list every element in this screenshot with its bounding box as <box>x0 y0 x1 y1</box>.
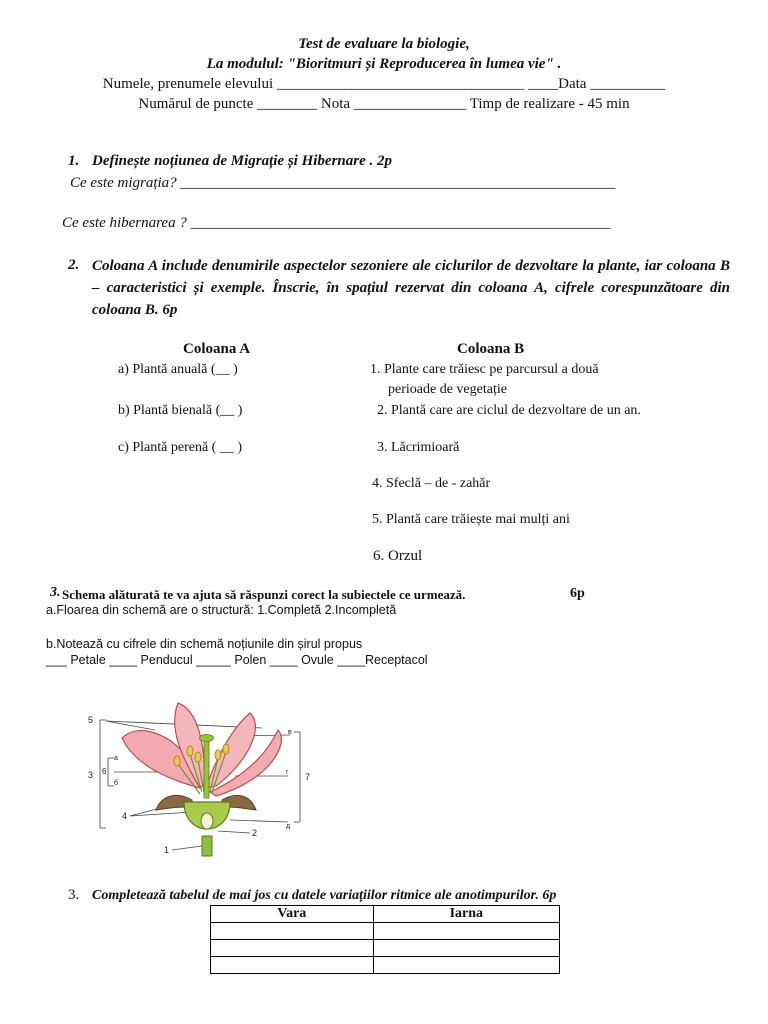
test-title: Test de evaluare la biologie, <box>298 36 470 52</box>
label-7: 7 <box>305 772 311 782</box>
pistil-style <box>204 740 209 798</box>
q4-number: 3. <box>68 887 80 903</box>
q2-number: 2. <box>68 257 80 273</box>
col-b-item: 6. Orzul <box>373 548 423 564</box>
q3-part-b: b.Notează cu cifrele din schemă noțiunile din șirul propus <box>46 637 363 651</box>
q3-points: 6p <box>570 586 585 601</box>
q1-number: 1. <box>68 153 80 169</box>
label-d: д <box>286 823 291 830</box>
label-6: 6 <box>102 767 107 776</box>
table-cell[interactable] <box>373 957 559 974</box>
table-header-row <box>211 906 560 923</box>
q3-text: Schema alăturată te va ajuta să răspunzi corect la subiectele ce urmează. <box>62 587 466 602</box>
table-row <box>211 957 560 974</box>
flower-diagram <box>80 688 330 863</box>
label-2: 2 <box>252 828 258 838</box>
q4-text: Completează tabelul de mai jos cu datele variațiilor ritmice ale anotimpurilor. 6p <box>92 888 557 903</box>
table-row <box>211 923 560 940</box>
col-b-item: 4. Sfeclă – de - zahăr <box>372 476 491 491</box>
label-b: б <box>114 780 119 787</box>
label-3: 3 <box>88 770 94 780</box>
col-a-item: c) Plantă perenă ( __ ) <box>118 440 242 455</box>
label-g: г <box>286 769 289 776</box>
q1-text: Definește noțiunea de Migrație și Hibernare . 2p <box>92 153 392 169</box>
q1-migration-line: Ce este migrația? __________________________________________________________ <box>70 175 616 191</box>
table-cell[interactable] <box>373 940 559 957</box>
label-v: в <box>288 729 292 736</box>
column-header-vara: Vara <box>211 906 374 923</box>
q3-blanks: ___ Petale ____ Penducul _____ Polen ____ Ovule ____Receptacol <box>46 653 428 667</box>
col-a-header: Coloana A <box>183 341 251 357</box>
pistil-stigma <box>200 735 214 742</box>
col-b-item: 3. Lăcrimioară <box>377 440 460 455</box>
col-b-header: Coloana B <box>457 341 525 357</box>
col-b-item: 2. Plantă care are ciclul de dezvoltare de un an. <box>377 403 641 418</box>
points-line: Numărul de puncte ________ Nota _______________ Timp de realizare - 45 min <box>138 96 630 112</box>
q1-hibernation-line: Ce este hibernarea ? ________________________________________________________ <box>62 215 611 231</box>
table-row <box>211 940 560 957</box>
col-b-item: 5. Plantă care trăiește mai mulți ani <box>372 512 570 527</box>
col-b-item: perioade de vegetație <box>388 382 507 397</box>
label-1: 1 <box>164 845 170 855</box>
q3-part-a: a.Floarea din schemă are o structură: 1.Completă 2.Incompletă <box>46 603 397 617</box>
label-a: а <box>114 755 118 762</box>
table-cell[interactable] <box>373 923 559 940</box>
module-title: La modulul: "Bioritmuri și Reproducerea în lumea vie" . <box>206 56 562 72</box>
label-5: 5 <box>88 715 94 725</box>
col-a-item: b) Plantă bienală (__ ) <box>118 403 243 418</box>
ovule <box>201 813 213 829</box>
column-header-iarna: Iarna <box>373 906 559 923</box>
col-b-item: 1. Plante care trăiesc pe parcursul a două <box>370 362 599 377</box>
q3-number: 3. <box>50 585 61 600</box>
table-cell[interactable] <box>211 923 374 940</box>
col-a-item: a) Plantă anuală (__ ) <box>118 362 238 377</box>
label-4: 4 <box>122 811 128 821</box>
seasons-table <box>210 905 560 974</box>
q2-text: Coloana A include denumirile aspectelor sezoniere ale ciclurilor de dezvoltare la plante, iar coloana B – caracteristici și exemple. Înscrie, în spațiul rezervat din coloana A, cifrele corespunzătoare din coloana B. 6p <box>92 258 730 318</box>
peduncle <box>202 836 212 856</box>
table-cell[interactable] <box>211 940 374 957</box>
table-cell[interactable] <box>211 957 374 974</box>
student-name-line: Numele, prenumele elevului _________________________________ ____Data __________ <box>102 76 666 92</box>
